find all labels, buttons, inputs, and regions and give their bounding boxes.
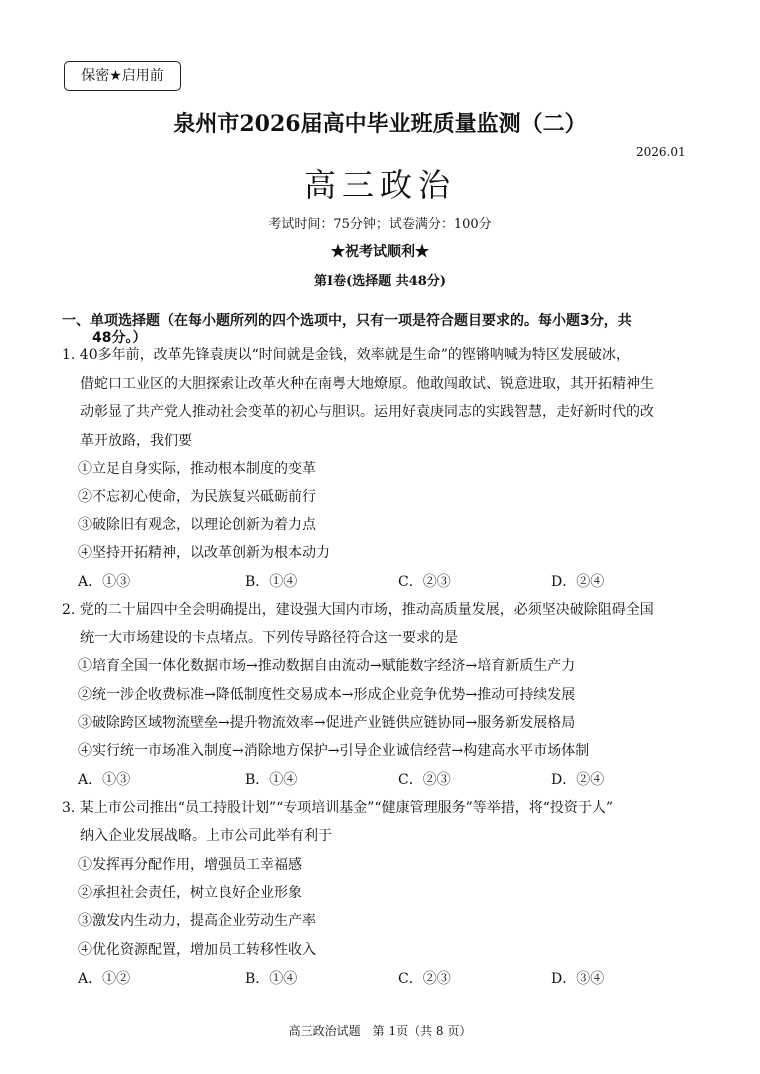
choice-item: ③激发内生动力，提高企业劳动生产率 xyxy=(78,913,316,929)
option-c: C．②③ xyxy=(398,574,451,590)
choice-item: ③破除旧有观念，以理论创新为着力点 xyxy=(78,517,316,533)
option-d: D．③④ xyxy=(551,971,605,987)
good-luck-line: ★祝考试顺利★ xyxy=(331,244,429,260)
option-a: A．①③ xyxy=(78,574,131,590)
question-stem-line: 统一大市场建设的卡点堵点。下列传导路径符合这一要求的是 xyxy=(80,630,458,646)
option-d: D．②④ xyxy=(551,574,605,590)
volume-heading: 第Ⅰ卷(选择题 共48分) xyxy=(314,274,446,289)
choice-item: ④实行统一市场准入制度→消除地方保护→引导企业诚信经营→构建高水平市场体制 xyxy=(78,743,590,759)
option-b: B．①④ xyxy=(245,574,298,590)
option-a: A．①② xyxy=(78,971,131,987)
choice-item: ①培育全国一体化数据市场→推动数据自由流动→赋能数字经济→培育新质生产力 xyxy=(78,658,576,674)
option-c: C．②③ xyxy=(398,772,451,788)
question-stem-line: 纳入企业发展战略。上市公司此举有利于 xyxy=(80,828,332,844)
option-a: A．①③ xyxy=(78,772,131,788)
choice-item: ③破除跨区域物流壁垒→提升物流效率→促进产业链供应链协同→服务新发展格局 xyxy=(78,715,576,731)
page-footer: 高三政治试题 第 1页（共 8 页） xyxy=(288,1024,472,1038)
option-b: B．①④ xyxy=(245,971,298,987)
option-d: D．②④ xyxy=(551,772,605,788)
choice-item: ④优化资源配置，增加员工转移性收入 xyxy=(78,942,316,958)
question-stem-line: 借蛇口工业区的大胆探索让改革火种在南粤大地燎原。他敢闯敢试、锐意进取，其开拓精神生 xyxy=(80,376,654,392)
question-stem-line: 动彰显了共产党人推动社会变革的初心与胆识。运用好袁庚同志的实践智慧，走好新时代的改 xyxy=(80,404,654,420)
section-instruction-line1: 一、单项选择题（在每小题所列的四个选项中，只有一项是符合题目要求的。每小题3分，共 xyxy=(62,313,632,329)
question-stem-line: 2. 党的二十届四中全会明确提出，建设强大国内市场，推动高质量发展，必须坚决破除阻碍全国 xyxy=(62,602,654,618)
confidential-badge: 保密★启用前 xyxy=(64,61,181,91)
exam-date: 2026.01 xyxy=(636,145,686,159)
question-stem-line: 3. 某上市公司推出“员工持股计划”“专项培训基金”“健康管理服务”等举措，将“投资于人” xyxy=(62,800,614,816)
exam-info: 考试时间：75分钟；试卷满分：100分 xyxy=(268,217,492,232)
choice-item: ②承担社会责任，树立良好企业形象 xyxy=(78,885,302,901)
question-stem-line: 革开放路，我们要 xyxy=(80,433,192,449)
option-b: B．①④ xyxy=(245,772,298,788)
option-c: C．②③ xyxy=(398,971,451,987)
question-stem-line: 1. 40多年前，改革先锋袁庚以“时间就是金钱，效率就是生命”的铿锵呐喊为特区发展破冰， xyxy=(62,347,630,363)
choice-item: ②统一涉企收费标准→降低制度性交易成本→形成企业竞争优势→推动可持续发展 xyxy=(78,687,576,703)
choice-item: ④坚持开拓精神，以改革创新为根本动力 xyxy=(78,545,330,561)
exam-title: 泉州市2026届高中毕业班质量监测（二） xyxy=(173,111,587,137)
section-instruction-line2: 48分。） xyxy=(92,330,147,346)
choice-item: ①发挥再分配作用，增强员工幸福感 xyxy=(78,857,302,873)
choice-item: ①立足自身实际，推动根本制度的变革 xyxy=(78,461,316,477)
subject-title: 高三政治 xyxy=(303,166,456,204)
choice-item: ②不忘初心使命，为民族复兴砥砺前行 xyxy=(78,489,316,505)
